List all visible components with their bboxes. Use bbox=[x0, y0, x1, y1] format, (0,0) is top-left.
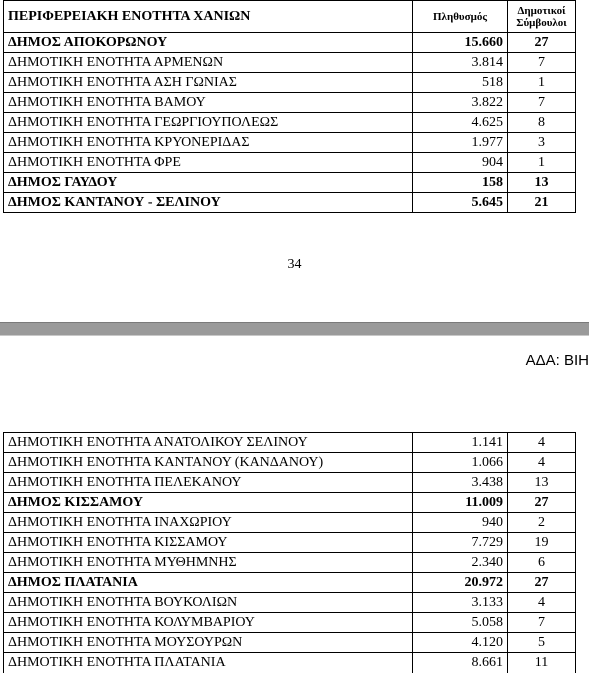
municipal-unit-row bbox=[4, 553, 576, 573]
municipalities-table-top bbox=[3, 0, 576, 213]
row-population: 11.009 bbox=[413, 493, 508, 513]
row-population: 4.625 bbox=[413, 113, 508, 133]
page-separator bbox=[0, 322, 589, 336]
row-population: 5.058 bbox=[413, 613, 508, 633]
row-councillors: 4 bbox=[508, 593, 576, 613]
row-councillors: 27 bbox=[508, 493, 576, 513]
municipal-unit-row bbox=[4, 153, 576, 173]
row-population: 2.340 bbox=[413, 553, 508, 573]
row-councillors: 1 bbox=[508, 73, 576, 93]
municipal-unit-row bbox=[4, 433, 576, 453]
row-population: 1.141 bbox=[413, 433, 508, 453]
row-name: ΔΗΜΟΤΙΚΗ ΕΝΟΤΗΤΑ ΦΡΕ bbox=[4, 153, 413, 173]
municipal-unit-row bbox=[4, 613, 576, 633]
row-name: ΔΗΜΟΣ ΑΠΟΚΟΡΩΝΟΥ bbox=[4, 33, 413, 53]
row-population: 3.438 bbox=[413, 473, 508, 493]
municipal-unit-row bbox=[4, 653, 576, 673]
row-population: 15.660 bbox=[413, 33, 508, 53]
row-population: 3.822 bbox=[413, 93, 508, 113]
municipalities-table-bottom bbox=[3, 432, 576, 673]
row-councillors: 19 bbox=[508, 533, 576, 553]
row-name: ΔΗΜΟΣ ΠΛΑΤΑΝΙΑ bbox=[4, 573, 413, 593]
row-name: ΔΗΜΟΣ ΚΑΝΤΑΝΟΥ - ΣΕΛΙΝΟΥ bbox=[4, 193, 413, 213]
row-name: ΔΗΜΟΣ ΓΑΥΔΟΥ bbox=[4, 173, 413, 193]
municipality-row bbox=[4, 193, 576, 213]
row-councillors: 4 bbox=[508, 453, 576, 473]
row-councillors: 1 bbox=[508, 153, 576, 173]
page-number: 34 bbox=[287, 257, 302, 272]
row-councillors: 27 bbox=[508, 573, 576, 593]
row-population: 8.661 bbox=[413, 653, 508, 673]
row-population: 940 bbox=[413, 513, 508, 533]
row-councillors: 7 bbox=[508, 53, 576, 73]
row-councillors: 5 bbox=[508, 633, 576, 653]
row-population: 3.133 bbox=[413, 593, 508, 613]
page-35 bbox=[0, 336, 589, 681]
municipal-unit-row bbox=[4, 53, 576, 73]
ada-label: ΑΔΑ: ΒΙΗ bbox=[525, 352, 589, 369]
councillors-header bbox=[508, 1, 576, 33]
row-name: ΔΗΜΟΤΙΚΗ ΕΝΟΤΗΤΑ ΠΕΛΕΚΑΝΟΥ bbox=[4, 473, 413, 493]
row-name: ΔΗΜΟΤΙΚΗ ΕΝΟΤΗΤΑ ΓΕΩΡΓΙΟΥΠΟΛΕΩΣ bbox=[4, 113, 413, 133]
municipal-unit-row bbox=[4, 473, 576, 493]
municipal-unit-row bbox=[4, 533, 576, 553]
row-councillors: 21 bbox=[508, 193, 576, 213]
row-councillors: 27 bbox=[508, 33, 576, 53]
municipality-row bbox=[4, 33, 576, 53]
row-name: ΔΗΜΟΤΙΚΗ ΕΝΟΤΗΤΑ ΜΟΥΣΟΥΡΩΝ bbox=[4, 633, 413, 653]
row-councillors: 11 bbox=[508, 653, 576, 673]
row-population: 518 bbox=[413, 73, 508, 93]
municipal-unit-row bbox=[4, 513, 576, 533]
municipality-row bbox=[4, 493, 576, 513]
row-name: ΔΗΜΟΤΙΚΗ ΕΝΟΤΗΤΑ ΚΙΣΣΑΜΟΥ bbox=[4, 533, 413, 553]
row-name: ΔΗΜΟΤΙΚΗ ΕΝΟΤΗΤΑ ΑΣΗ ΓΩΝΙΑΣ bbox=[4, 73, 413, 93]
municipal-unit-row bbox=[4, 93, 576, 113]
row-councillors: 2 bbox=[508, 513, 576, 533]
row-name: ΔΗΜΟΤΙΚΗ ΕΝΟΤΗΤΑ ΜΥΘΗΜΝΗΣ bbox=[4, 553, 413, 573]
row-name: ΔΗΜΟΤΙΚΗ ΕΝΟΤΗΤΑ ΑΝΑΤΟΛΙΚΟΥ ΣΕΛΙΝΟΥ bbox=[4, 433, 413, 453]
row-name: ΔΗΜΟΤΙΚΗ ΕΝΟΤΗΤΑ ΒΟΥΚΟΛΙΩΝ bbox=[4, 593, 413, 613]
row-councillors: 13 bbox=[508, 173, 576, 193]
row-councillors: 7 bbox=[508, 613, 576, 633]
municipality-row bbox=[4, 173, 576, 193]
row-population: 5.645 bbox=[413, 193, 508, 213]
row-population: 904 bbox=[413, 153, 508, 173]
row-councillors: 3 bbox=[508, 133, 576, 153]
row-name: ΔΗΜΟΤΙΚΗ ΕΝΟΤΗΤΑ ΒΑΜΟΥ bbox=[4, 93, 413, 113]
row-councillors: 13 bbox=[508, 473, 576, 493]
page-34 bbox=[0, 0, 589, 322]
row-name: ΔΗΜΟΣ ΚΙΣΣΑΜΟΥ bbox=[4, 493, 413, 513]
row-councillors: 6 bbox=[508, 553, 576, 573]
row-name: ΔΗΜΟΤΙΚΗ ΕΝΟΤΗΤΑ ΠΛΑΤΑΝΙΑ bbox=[4, 653, 413, 673]
row-population: 1.066 bbox=[413, 453, 508, 473]
table-header-row bbox=[4, 1, 576, 33]
population-header: Πληθυσμός bbox=[413, 1, 508, 33]
row-name: ΔΗΜΟΤΙΚΗ ΕΝΟΤΗΤΑ ΙΝΑΧΩΡΙΟΥ bbox=[4, 513, 413, 533]
row-name: ΔΗΜΟΤΙΚΗ ΕΝΟΤΗΤΑ ΑΡΜΕΝΩΝ bbox=[4, 53, 413, 73]
row-population: 4.120 bbox=[413, 633, 508, 653]
councillors-header-line2: Σύμβουλοι bbox=[516, 16, 567, 29]
row-councillors: 8 bbox=[508, 113, 576, 133]
municipality-row bbox=[4, 573, 576, 593]
row-population: 7.729 bbox=[413, 533, 508, 553]
councillors-header-line1: Δημοτικοί bbox=[517, 4, 566, 17]
municipal-unit-row bbox=[4, 133, 576, 153]
municipal-unit-row bbox=[4, 593, 576, 613]
region-header: ΠΕΡΙΦΕΡΕΙΑΚΗ ΕΝΟΤΗΤΑ ΧΑΝΙΩΝ bbox=[4, 1, 413, 33]
municipal-unit-row bbox=[4, 633, 576, 653]
row-councillors: 7 bbox=[508, 93, 576, 113]
row-name: ΔΗΜΟΤΙΚΗ ΕΝΟΤΗΤΑ ΚΑΝΤΑΝΟΥ (ΚΑΝΔΑΝΟΥ) bbox=[4, 453, 413, 473]
municipal-unit-row bbox=[4, 73, 576, 93]
row-population: 20.972 bbox=[413, 573, 508, 593]
municipal-unit-row bbox=[4, 453, 576, 473]
row-population: 3.814 bbox=[413, 53, 508, 73]
row-name: ΔΗΜΟΤΙΚΗ ΕΝΟΤΗΤΑ ΚΟΛΥΜΒΑΡΙΟΥ bbox=[4, 613, 413, 633]
row-population: 1.977 bbox=[413, 133, 508, 153]
row-councillors: 4 bbox=[508, 433, 576, 453]
row-population: 158 bbox=[413, 173, 508, 193]
municipal-unit-row bbox=[4, 113, 576, 133]
row-name: ΔΗΜΟΤΙΚΗ ΕΝΟΤΗΤΑ ΚΡΥΟΝΕΡΙΔΑΣ bbox=[4, 133, 413, 153]
